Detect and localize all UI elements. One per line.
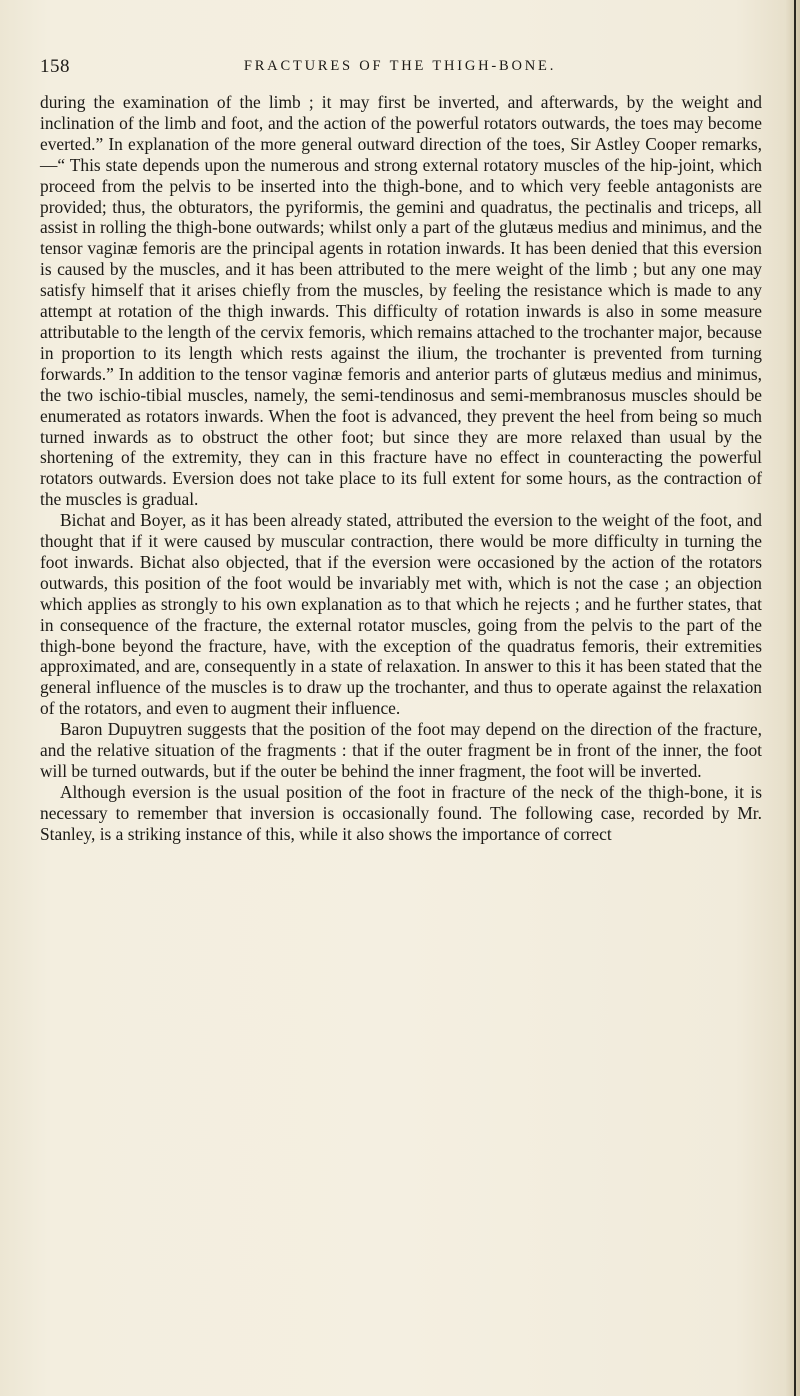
paragraph-dupuytren: Baron Dupuytren suggests that the position of the foot may depend on the direction of the fracture, and the relative situation of the fragments : that if the outer fragment be in front of the inner, the foot will be turned outwards, but if the outer be behind the inner fragment, the foot will be inverted. [40, 719, 762, 781]
paragraph-continued: during the examination of the limb ; it may first be inverted, and afterwards, by the weight and inclination of the limb and foot, and the action of the powerful rotators outwards, the toes may become everted.” In explanation of the more general outward direction of the toes, Sir Astley Cooper remarks,—“ This state depends upon the numerous and strong external rotatory muscles of the hip-joint, which proceed from the pelvis to be inserted into the thigh-bone, and to which very feeble antagonists are provided; thus, the obturators, the pyriformis, the gemini and quadratus, the pectinalis and triceps, all assist in rolling the thigh-bone outwards; whilst only a part of the glutæus medius and minimus, and the tensor vaginæ femoris are the principal agents in rotation inwards. It has been denied that this eversion is caused by the muscles, and it has been attributed to the mere weight of the limb ; but any one may satisfy himself that it arises chiefly from the muscles, by feeling the resistance which is made to any attempt at rotation of the thigh inwards. This difficulty of rotation inwards is also in some measure attributable to the length of the cervix femoris, which remains attached to the trochanter major, because in proportion to its length which rests against the ilium, the trochanter is prevented from turning forwards.” In addition to the tensor vaginæ femoris and anterior parts of glutæus medius and minimus, the two ischio-tibial muscles, namely, the semi-tendinosus and semi-membranosus muscles should be enumerated as rotators inwards. When the foot is advanced, they prevent the heel from being so much turned inwards as to obstruct the other foot; but since they are more relaxed than usual by the shortening of the extremity, they can in this fracture have no effect in counteracting the powerful rotators outwards. Eversion does not take place to its full extent for some hours, as the contraction of the muscles is gradual. [40, 92, 762, 510]
page-number: 158 [40, 56, 70, 77]
running-title: FRACTURES OF THE THIGH-BONE. [243, 58, 557, 74]
paragraph-inversion: Although eversion is the usual position of the foot in fracture of the neck of the thigh-bone, it is necessary to remember that inversion is occasionally found. The following case, recorded by Mr. Stanley, is a striking instance of this, while it also shows the importance of correct [40, 781, 762, 844]
body-text [40, 92, 762, 845]
page-header [40, 56, 760, 80]
page-edge [786, 0, 800, 1396]
binding-line [794, 0, 796, 1396]
paragraph-bichat-boyer: Bichat and Boyer, as it has been already stated, attributed the eversion to the weight of the foot, and thought that if it were caused by muscular contraction, there would be more difficulty in turning the foot inwards. Bichat also objected, that if the eversion were occasioned by the action of the rotators outwards, this position of the foot would be invariably met with, which is not the case ; an objection which applies as strongly to his own explanation as to that which he rejects ; and he further states, that in consequence of the fracture, the external rotator muscles, going from the pelvis to the part of the thigh-bone beyond the fracture, have, with the exception of the quadratus femoris, their extremities approximated, and are, consequently in a state of relaxation. In answer to this it has been stated that the general influence of the muscles is to draw up the trochanter, and thus to operate against the relaxation of the rotators, and even to augment their influence. [40, 510, 762, 719]
